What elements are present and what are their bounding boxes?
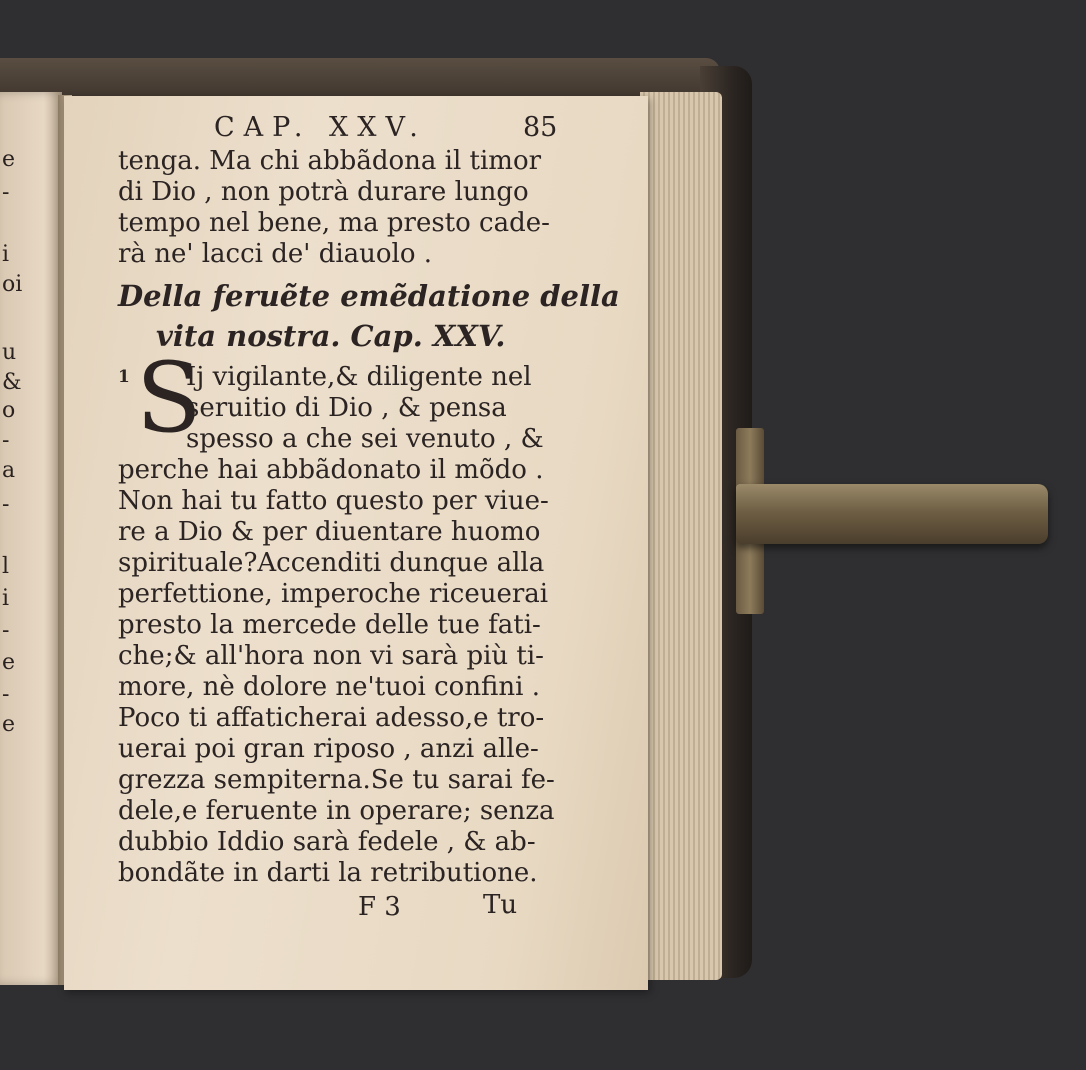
drop-cap: S: [136, 342, 202, 454]
left-page-fragment: oi: [2, 272, 23, 297]
text-line: more, nè dolore ne'tuoi confini .: [118, 672, 540, 702]
text-line: re a Dio & per diuentare huomo: [118, 517, 541, 547]
text-line: Ij vigilante,& diligente nel: [186, 362, 532, 392]
text-line: bondãte in darti la retributione.: [118, 858, 538, 888]
text-line: spirituale?Accenditi dunque alla: [118, 548, 545, 578]
left-page: [0, 92, 62, 985]
left-page-fragment: o: [2, 398, 16, 423]
text-line: tenga. Ma chi abbãdona il timor: [118, 146, 542, 176]
left-page-fragment: i: [2, 242, 10, 267]
text-line: che;& all'hora non vi sarà più ti-: [118, 641, 544, 671]
left-page-fragment: &: [2, 370, 22, 395]
page-block-edge: [640, 92, 722, 980]
left-page-fragment: e: [2, 712, 16, 737]
text-line: spesso a che sei venuto , &: [186, 424, 544, 454]
text-line: perche hai abbãdonato il mõdo .: [118, 455, 544, 485]
catchword: Tu: [483, 890, 518, 920]
verse-number: 1: [118, 367, 130, 387]
signature-mark: F 3: [358, 892, 401, 922]
text-line: rà ne' lacci de' diauolo .: [118, 239, 433, 269]
left-page-fragment: -: [2, 618, 10, 643]
text-line: dele,e feruente in operare; senza: [118, 796, 555, 826]
left-page-fragment: u: [2, 340, 17, 365]
page-number: 85: [523, 112, 558, 143]
text-line: presto la mercede delle tue fati-: [118, 610, 541, 640]
brass-clasp: [736, 484, 1048, 544]
text-line: tempo nel bene, ma presto cade-: [118, 208, 550, 238]
left-page-fragment: e: [2, 650, 16, 675]
left-page-fragment: -: [2, 492, 10, 517]
left-page-fragment: -: [2, 180, 10, 205]
text-line: uerai poi gran riposo , anzi alle-: [118, 734, 539, 764]
left-page-fragment: e: [2, 147, 16, 172]
text-line: Poco ti affaticherai adesso,e tro-: [118, 703, 545, 733]
chapter-heading-line-1: Della feruẽte emẽdatione della: [118, 279, 620, 313]
left-page-fragment: a: [2, 458, 16, 483]
running-head: CAP. XXV.: [214, 112, 427, 143]
left-page-fragment: -: [2, 682, 10, 707]
left-page-fragment: i: [2, 586, 10, 611]
text-line: perfettione, imperoche riceuerai: [118, 579, 549, 609]
chapter-heading-line-2: vita nostra. Cap. XXV.: [156, 319, 506, 353]
text-line: seruitio di Dio , & pensa: [186, 393, 507, 423]
text-line: Non hai tu fatto questo per viue-: [118, 486, 549, 516]
text-line: dubbio Iddio sarà fedele , & ab-: [118, 827, 536, 857]
left-page-fragment: l: [2, 554, 10, 579]
left-page-fragment: -: [2, 428, 10, 453]
text-line: di Dio , non potrà durare lungo: [118, 177, 529, 207]
text-line: grezza sempiterna.Se tu sarai fe-: [118, 765, 555, 795]
